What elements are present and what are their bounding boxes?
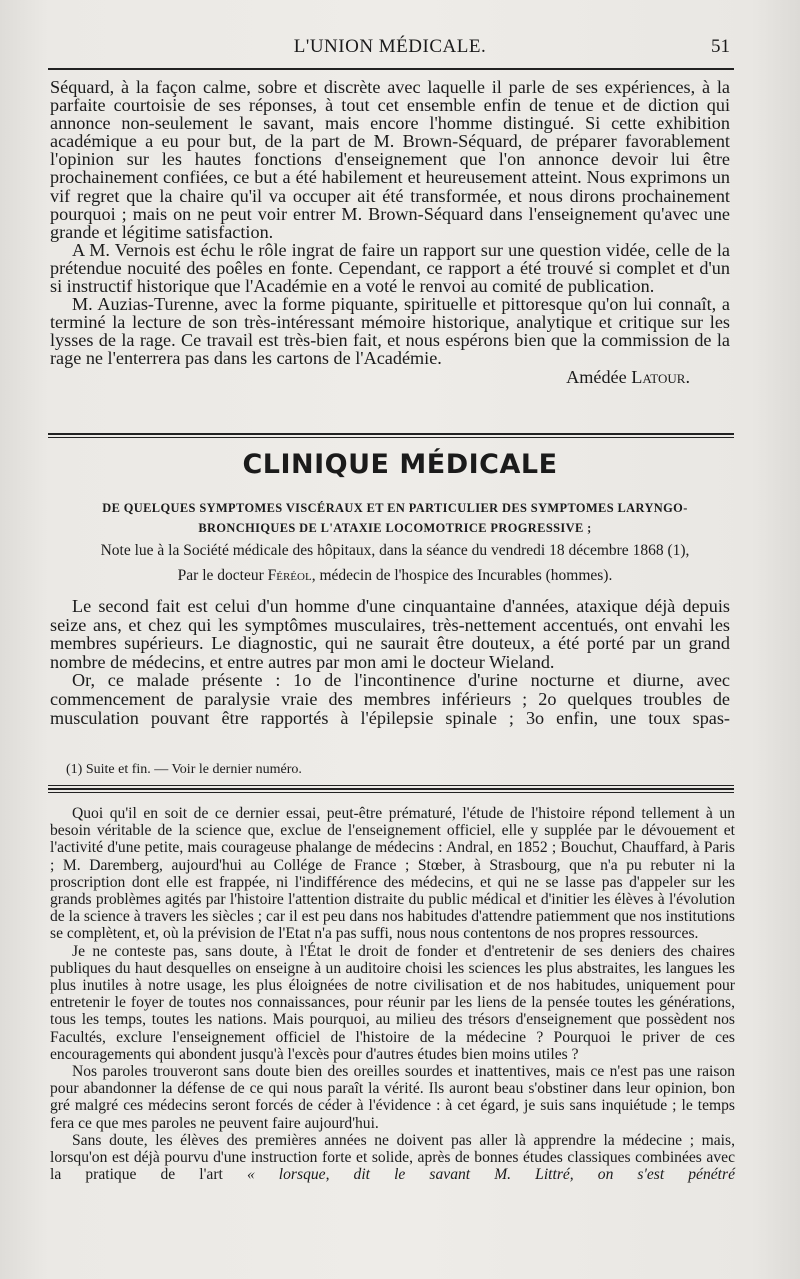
running-title: L'UNION MÉDICALE. <box>293 36 487 57</box>
article-subtitle <box>50 498 740 538</box>
signature: Amédée Latour. <box>566 366 690 387</box>
subtitle-line-2: BRONCHIQUES DE L'ATAXIE LOCOMOTRICE PROGRESSIVE ; <box>198 521 592 535</box>
paragraph-history-study: Quoi qu'il en soit de ce dernier essai, peut-être prématuré, l'étude de l'histoire répond tellement à un besoin véritable de la science que, exclue de l'enseignement officiel, elle y supplée par le dévouement et l'activité d'une petite, mais courageuse phalange de médecins : Andral, en 1852 ; Bouchut, Chauffard, à Paris ; M. Daremberg, aujourd'hui au Collége de France ; Stœber, à Strasbourg, que n'a pu rebuter ni la proscription dont elle est frappée, ni l'indifférence des médecins, et qui ne se lasse pas d'appeler sur les grands problèmes agités par l'histoire l'attention distraite du public médical et d'initier les élèves à l'évolution de la science à travers les siècles ; car il est peu dans nos habitudes d'attendre patiemment que nos institutions se complètent, et, où la prévision de l'Etat n'a pas suffi, nous nous contentons de nos propres ressources. <box>50 805 735 943</box>
paragraph-second-case: Le second fait est celui d'un homme d'une cinquantaine d'années, ataxique déjà depuis seize ans, et chez qui les symptômes musculaires, très-nettement accentués, ont envahi les membres supérieurs. Le diagnostic, qui ne saurait être douteux, a été porté par un grand nombre de médecins, et entre autres par mon ami le docteur Wieland. <box>50 596 730 672</box>
section-rule-top-2 <box>48 437 734 438</box>
author-line: Par le docteur Féréol, médecin de l'hospice des Incurables (hommes). <box>177 567 613 584</box>
paragraph-early-students: Sans doute, les élèves des premières années ne doivent pas aller là apprendre la médecine ; mais, lorsqu'on est déjà pourvu d'une instruction forte et solide, après de bonnes études classiques combinées avec la pratique de l'art « lorsque, dit le savant M. Littré, on s'est pénétré <box>50 1131 735 1184</box>
paragraph-symptoms: Or, ce malade présente : 1o de l'incontinence d'urine nocturne et diurne, avec commencement de paralysie vraie des membres inférieurs ; 2o quelques troubles de musculation pouvant être rapportés à l'épilepsie spinale ; 3o enfin, une toux spas- <box>50 670 730 728</box>
littre-quote: « lorsque, dit le savant M. Littré, on s'est pénétré <box>246 1166 735 1184</box>
clinique-article <box>50 597 730 727</box>
section-rule-top-1 <box>48 433 734 435</box>
paragraph-state-chairs: Je ne conteste pas, sans doute, à l'État le droit de fonder et d'entretenir de ses deniers des chaires publiques du haut desquelles on enseigne à un auditoire choisi les sciences les plus abstraites, les langues les plus inutiles à notre usage, les plus éloignées de notre civilisation et de nos habitudes, uniquement pour entretenir le foyer de toutes nos connaissances, pour réunir par les liens de la pensée toutes les générations, tous les temps, toutes les nations. Mais pourquoi, au milieu des trésors d'enseignement que possèdent nos Facultés, exclure l'enseignement officiel de l'histoire de la médecine ? Pourquoi le priver de ces encouragements qui abondent jusqu'à l'excès pour d'autres études bien moins utiles ? <box>50 942 735 1063</box>
paragraph-brown-sequard: Séquard, à la façon calme, sobre et discrète avec laquelle il parle de ses expériences, à la parfaite courtoisie de ses réponses, à tout cet ensemble enfin de tenue et de diction qui annonce non-seulement le savant, mais encore l'homme distingué. Si cette exhibition académique a eu pour but, de la part de M. Brown-Séquard, de préparer favorablement l'opinion sur les hautes fonctions d'enseignement que l'on annonce devoir lui être prochainement confiées, ce but a été habilement et heureusement atteint. Nous exprimons un vif regret que la chaire qu'il va occuper ait été transformée, et nous dirons prochainement pourquoi ; mais on ne peut voir entrer M. Brown-Séquard dans l'enseignement qu'avec une grande et légitime satisfaction. <box>50 77 730 242</box>
paragraph-our-words: Nos paroles trouveront sans doute bien des oreilles sourdes et inattentives, mais ce n'est pas une raison pour abandonner la défense de ce qui nous paraît la vérité. Ils auront beau s'obstiner dans leur opinion, bon gré malgré ces médecins seront forcés de céder à l'évidence : à cet égard, je suis sans inquiétude ; le temps fera ce que mes paroles ne peuvent faire aujourd'hui. <box>50 1063 735 1132</box>
feuilleton-rule-3 <box>48 792 734 793</box>
signature-line <box>50 368 730 386</box>
section-title: CLINIQUE MÉDICALE <box>242 449 558 480</box>
page-header <box>50 32 730 62</box>
page-number: 51 <box>711 36 730 57</box>
paragraph-vernois: A M. Vernois est échu le rôle ingrat de faire un rapport sur une question vidée, celle de la prétendue nocuité des poêles en fonte. Cependant, ce rapport a été trouvé si complet et d'un si instructif historique que l'Académie en a voté le renvoi au comité de publication. <box>50 239 730 297</box>
feuilleton-article <box>50 805 735 1183</box>
reading-note: Note lue à la Société médicale des hôpitaux, dans la séance du vendredi 18 décembre 1868 (1), <box>100 542 690 559</box>
feuilleton-rule-2 <box>48 788 734 790</box>
author-name: Féréol <box>267 567 312 584</box>
header-rule <box>48 68 734 70</box>
subtitle-line-1: DE QUELQUES SYMPTOMES VISCÉRAUX ET EN PARTICULIER DES SYMPTOMES LARYNGO- <box>102 501 688 515</box>
top-article <box>50 78 730 386</box>
footnote: (1) Suite et fin. — Voir le dernier numéro. <box>66 762 302 777</box>
feuilleton-rule-1 <box>48 785 734 786</box>
paragraph-auzias-turenne: M. Auzias-Turenne, avec la forme piquante, spirituelle et pittoresque qu'on lui connaît, a terminé la lecture de son très-intéressant mémoire historique, analytique et critique sur les lysses de la rage. Ce travail est très-bien fait, et nous espérons bien que la commission de la rage ne l'enterrera pas dans les cartons de l'Académie. <box>50 294 730 369</box>
